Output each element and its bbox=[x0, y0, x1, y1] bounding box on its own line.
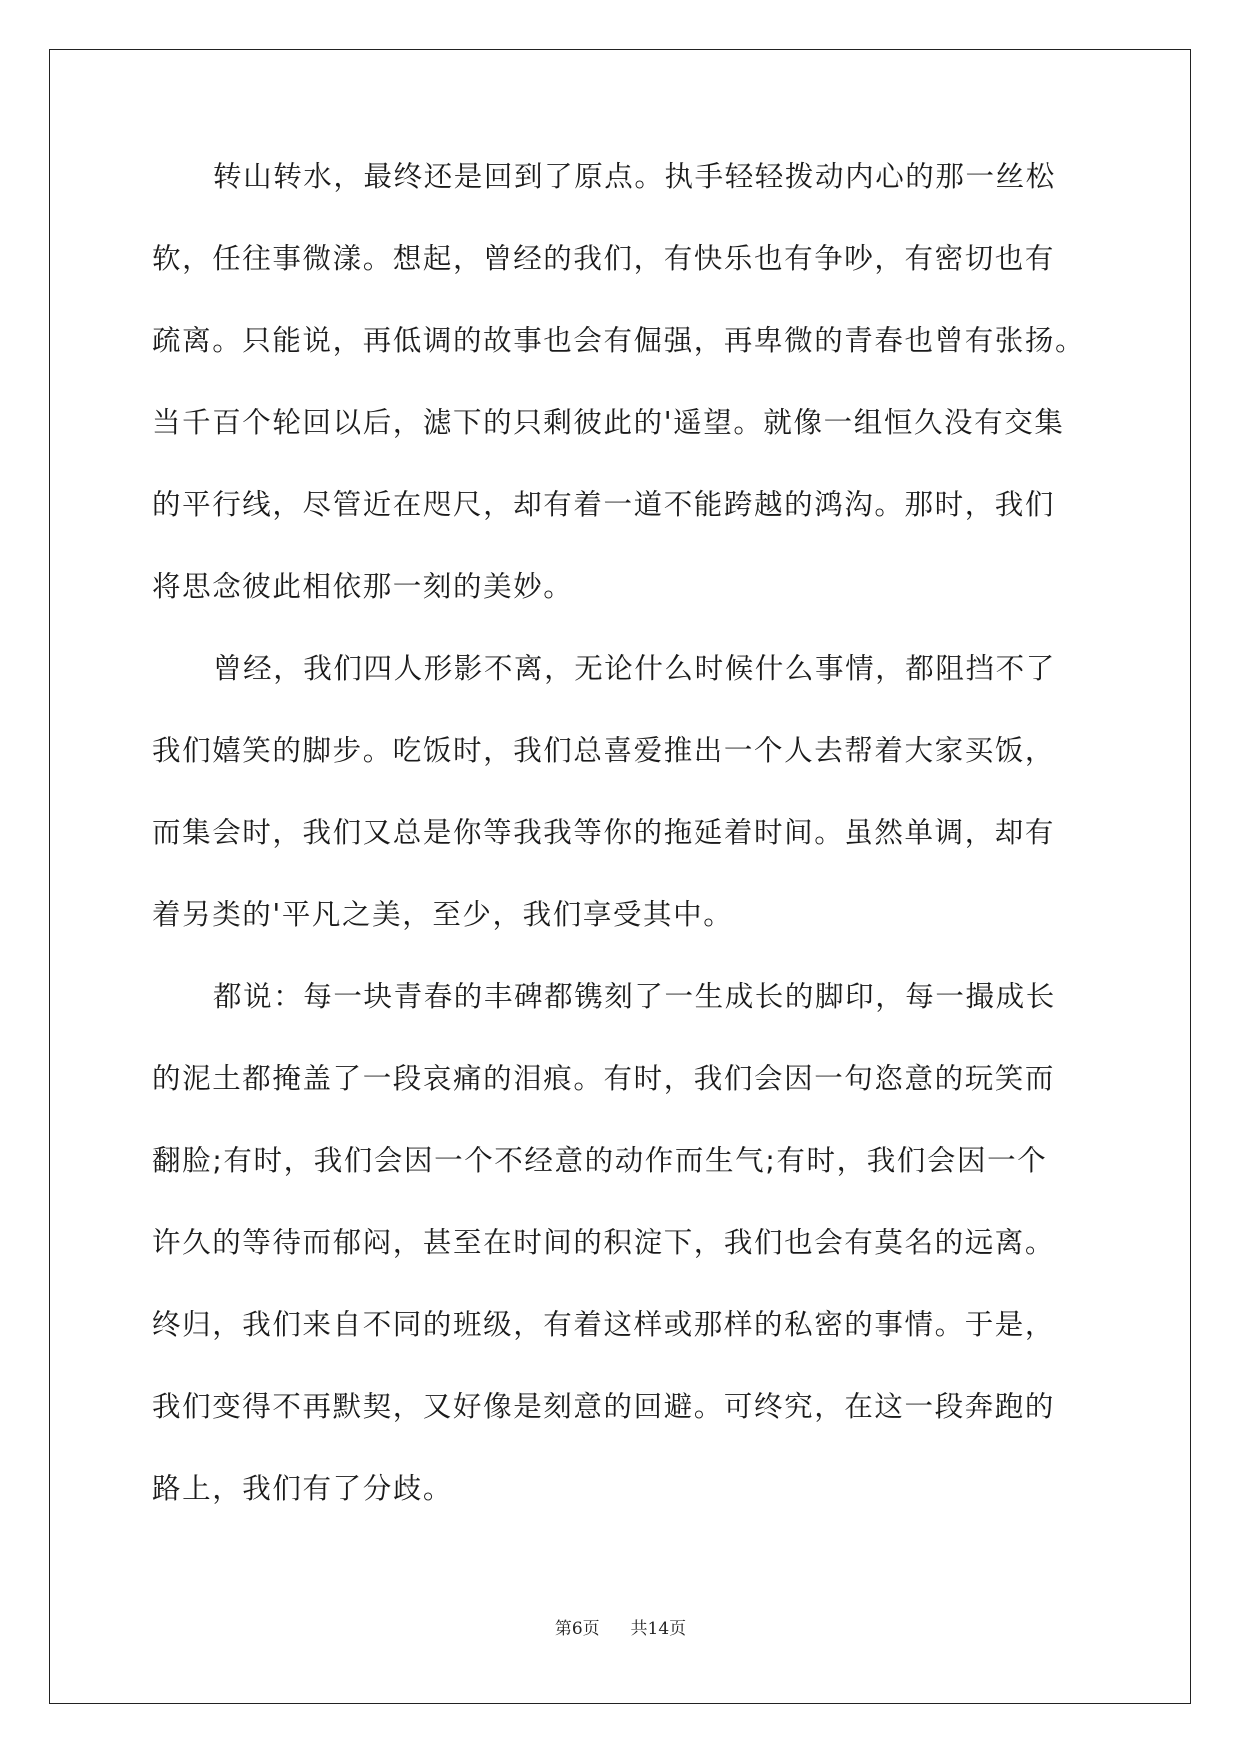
text-line: 许久的等待而郁闷，甚至在时间的积淀下，我们也会有莫名的远离。 bbox=[152, 1226, 1056, 1259]
text-line: 将思念彼此相依那一刻的美妙。 bbox=[152, 570, 574, 603]
paragraph-3 bbox=[152, 975, 1092, 1549]
page-total: 共14页 bbox=[630, 1619, 687, 1639]
text-line: 的泥土都掩盖了一段哀痛的泪痕。有时，我们会因一句恣意的玩笑而 bbox=[152, 1062, 1056, 1095]
text-line: 的平行线，尽管近在咫尺，却有着一道不能跨越的鸿沟。那时，我们 bbox=[152, 488, 1056, 521]
text-line: 曾经，我们四人形影不离，无论什么时候什么事情，都阻挡不了 bbox=[213, 652, 1056, 685]
text-line: 疏离。只能说，再低调的故事也会有倔强，再卑微的青春也曾有张扬。 bbox=[152, 324, 1086, 357]
document-body bbox=[152, 155, 1092, 1549]
text-line: 转山转水，最终还是回到了原点。执手轻轻拨动内心的那一丝松 bbox=[213, 160, 1056, 193]
text-line: 当千百个轮回以后，滤下的只剩彼此的'遥望。就像一组恒久没有交集 bbox=[152, 406, 1065, 439]
text-line: 而集会时，我们又总是你等我我等你的拖延着时间。虽然单调，却有 bbox=[152, 816, 1056, 849]
paragraph-2 bbox=[152, 647, 1092, 975]
page-footer bbox=[0, 1614, 1241, 1639]
text-line: 路上，我们有了分歧。 bbox=[152, 1472, 454, 1505]
page-number: 第6页 bbox=[554, 1619, 600, 1639]
text-line: 软，任往事微漾。想起，曾经的我们，有快乐也有争吵，有密切也有 bbox=[152, 242, 1056, 275]
text-line: 翻脸;有时，我们会因一个不经意的动作而生气;有时，我们会因一个 bbox=[152, 1144, 1048, 1177]
text-line: 终归，我们来自不同的班级，有着这样或那样的私密的事情。于是， bbox=[152, 1308, 1056, 1341]
text-line: 都说：每一块青春的丰碑都镌刻了一生成长的脚印，每一撮成长 bbox=[213, 980, 1056, 1013]
paragraph-1 bbox=[152, 155, 1092, 647]
text-line: 着另类的'平凡之美，至少，我们享受其中。 bbox=[152, 898, 734, 931]
text-line: 我们嬉笑的脚步。吃饭时，我们总喜爱推出一个人去帮着大家买饭， bbox=[152, 734, 1056, 767]
text-line: 我们变得不再默契，又好像是刻意的回避。可终究，在这一段奔跑的 bbox=[152, 1390, 1056, 1423]
